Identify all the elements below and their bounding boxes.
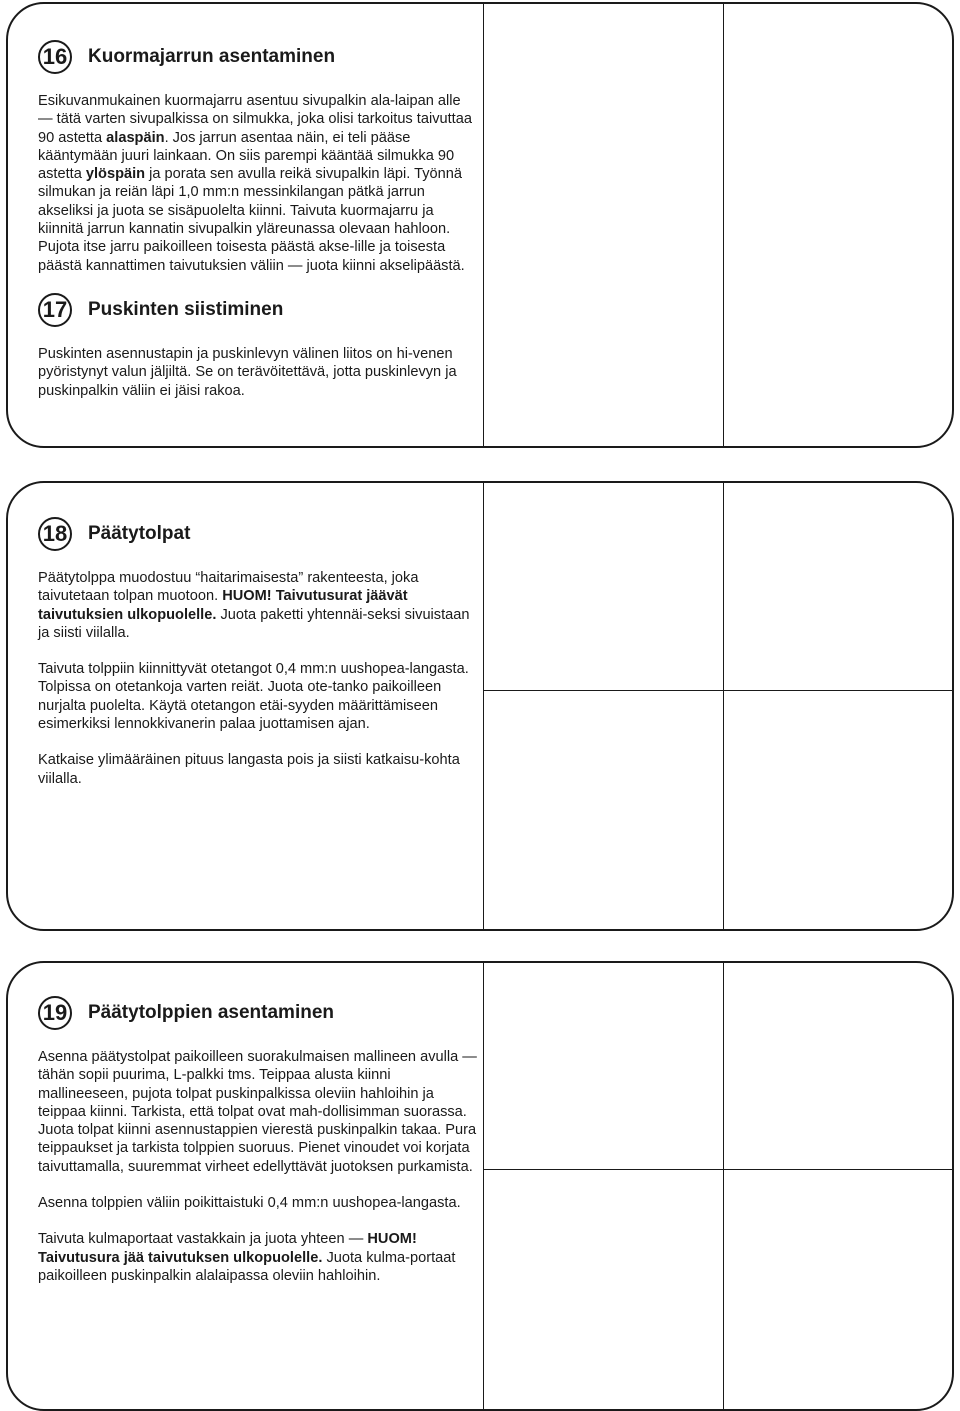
step-number-badge: 17 — [38, 293, 72, 327]
bold-text-run: HUOM! Taivutusura jää taivutuksen ulkopuolelle. — [38, 1231, 417, 1266]
section-paragraph: Taivuta tolppiin kiinnittyvät otetangot 0,4 mm:n uushopea-langasta. Tolpissa on otetankoja varten reiät. Juota ote-tanko paikoilleen nurjalta puolelta. Käytä otetangon etäi-syyden määrittämiseen esimerkiksi lennokkivanerin palaa juottamisen ajan. — [38, 661, 469, 733]
section-paragraph: Asenna tolppien väliin poikittaistuki 0,4 mm:n uushopea-langasta. — [38, 1195, 461, 1212]
image-row-divider — [483, 1169, 952, 1170]
section-title: Päätytolpat — [88, 523, 191, 544]
text-run: Juota kulma-portaat paikoilleen puskinpalkin alalaipassa oleviin hahloihin. — [38, 1249, 456, 1284]
bold-text-run: ylöspäin — [85, 166, 146, 183]
section-paragraph: Katkaise ylimääräinen pituus langasta pois ja siisti katkaisu-kohta viilalla. — [38, 752, 460, 787]
image-column-divider — [483, 483, 484, 929]
instruction-card-3 — [6, 961, 954, 1411]
bold-text-run: HUOM! Taivutusurat jäävät taivutuksien ulkopuolelle. — [38, 588, 408, 623]
step-number-badge: 19 — [38, 996, 72, 1030]
text-column — [38, 40, 478, 418]
text-run: . Jos jarrun asentaa näin, ei teli pääse kääntymään juuri lainkaan. On siis parempi kääntää silmukka 90 astetta — [38, 129, 455, 183]
text-run: Juota paketti yhtennäi-seksi sivuistaan ja siisti viilalla. — [38, 606, 470, 641]
bold-text-run: alaspäin — [106, 129, 165, 146]
image-column-divider — [723, 483, 724, 929]
text-run: ja porata sen avulla reikä sivupalkin läpi. Työnnä silmukan ja reiän läpi 1,0 mm:n messinkilangan pätkä jarrun akseliksi ja juota se sisäpuolelta kiinni. Taivuta kuormajarru ja kiinnitä jarrun kannatin sivupalkin yläreunassa olevaan hahloon. Pujota itse jarru paikoilleen toisesta päästä akse-lille ja toisesta päästä kannattimen taivutuksien väliin — juota kiinni akselipäästä. — [38, 166, 465, 274]
text-run: Taivuta kulmaportaat vastakkain ja juota yhteen — — [38, 1231, 368, 1248]
section-title: Puskinten siistiminen — [88, 298, 284, 320]
image-column-divider — [483, 963, 484, 1409]
step-number-badge: 16 — [38, 40, 72, 74]
section-paragraph: Puskinten asennustapin ja puskinlevyn välinen liitos on hi-venen pyöristynyt valun jäljiltä. Se on terävöitettävä, jotta puskinlevyn ja puskinpalkin väliin ei jäisi rakoa. — [38, 345, 457, 399]
text-column — [38, 517, 478, 806]
section-heading-17 — [38, 293, 478, 327]
text-run: Esikuvanmukainen kuormajarru asentuu sivupalkin ala-laipan alle — tätä varten sivupalkissa on silmukka, joka olisi tarkoitus taivuttaa 90 astetta — [38, 93, 472, 146]
section-heading-19 — [38, 996, 478, 1030]
section-heading-18 — [38, 517, 478, 551]
section-paragraph — [38, 569, 478, 642]
section-paragraph — [38, 1230, 478, 1285]
section-paragraph: Asenna päätystolpat paikoilleen suorakulmaisen mallineen avulla — tähän sopii puurima, L-palkki tms. Teippaa alusta kiinni mallineeseen, pujota tolpat puskinpalkissa oleviin hahloihin ja teippaa kiinni. Tarkista, että tolpat ovat mah-dollisimman suorassa. Juota tolpat kiinni asennustappien vierestä puskinpalkin takaa. Pura teippaukset ja tarkista tolppien suoruus. Pienet vinoudet voi korjata taivuttamalla, suuremmat virheet edellyttävät juotoksen purkamista. — [38, 1049, 477, 1175]
text-run: Päätytolppa muodostuu “haitarimaisesta” rakenteesta, joka taivutetaan tolpan muotoon. — [38, 570, 419, 605]
instruction-card-1 — [6, 2, 954, 448]
image-column-divider — [723, 963, 724, 1409]
instruction-card-2 — [6, 481, 954, 931]
section-heading-16 — [38, 40, 478, 74]
image-row-divider — [483, 690, 952, 691]
section-paragraph — [38, 92, 478, 275]
image-column-divider — [723, 4, 724, 446]
section-title: Kuormajarrun asentaminen — [88, 46, 336, 67]
section-title: Päätytolppien asentaminen — [88, 1002, 335, 1023]
text-column — [38, 996, 478, 1303]
step-number-badge: 18 — [38, 517, 72, 551]
image-column-divider — [483, 4, 484, 446]
